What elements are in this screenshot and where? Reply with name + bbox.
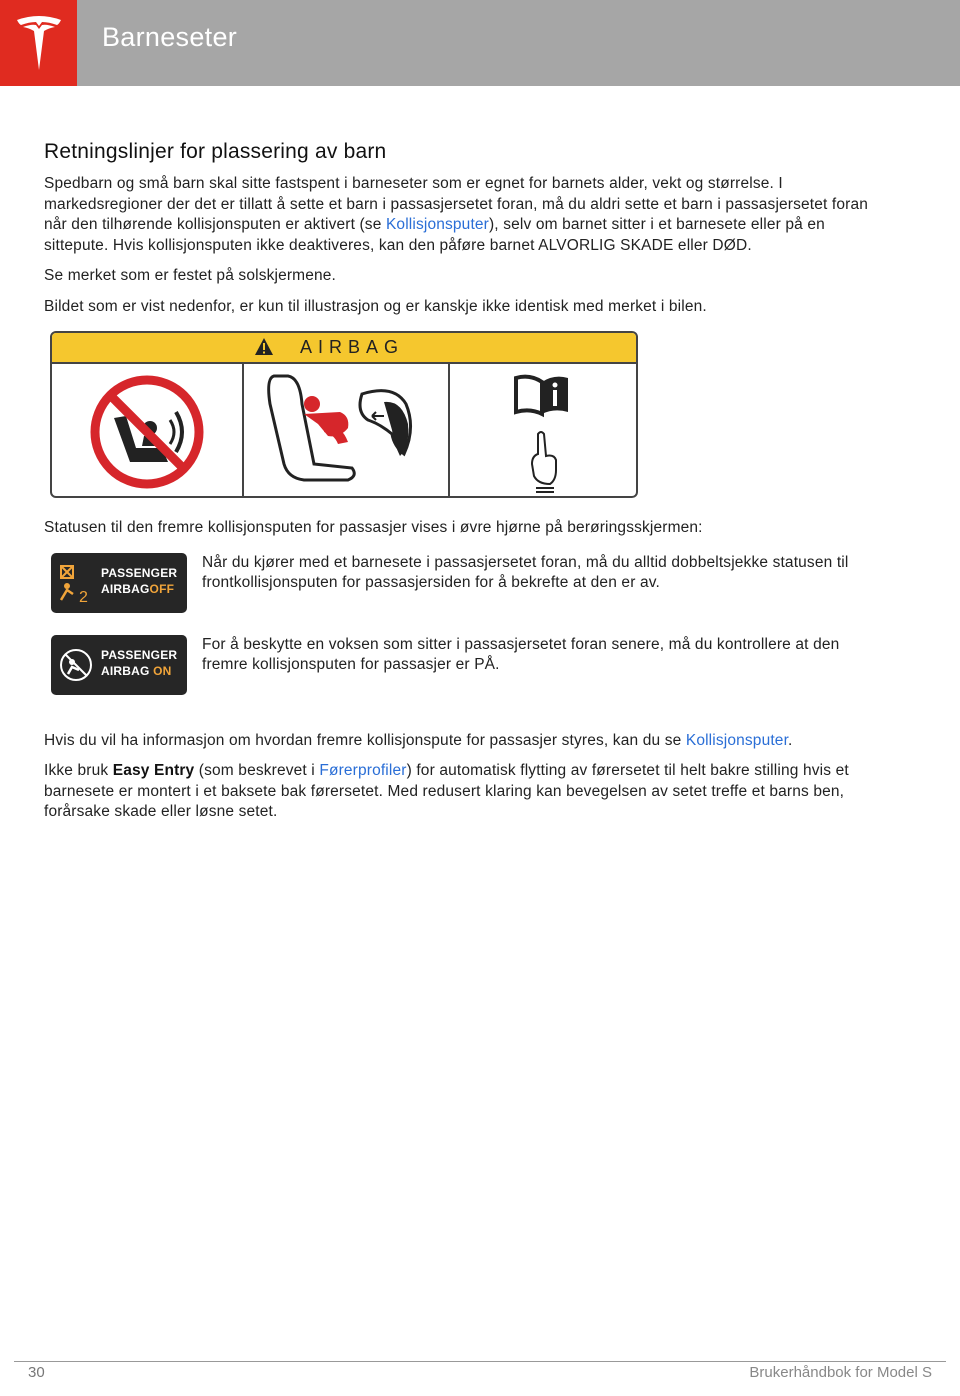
airbag-impact-cell bbox=[244, 364, 450, 496]
main-content bbox=[44, 140, 874, 833]
status-off-text: Når du kjører med et barnesete i passasjersetet foran, må du alltid dobbeltsjekke statusen til frontkollisjonsputen for passasjersiden for å bekrefte at den er av. bbox=[202, 553, 849, 591]
section-heading: Retningslinjer for plassering av barn bbox=[44, 140, 387, 163]
footer-divider bbox=[14, 1361, 946, 1362]
easy-entry-term: Easy Entry bbox=[112, 762, 195, 779]
airbag-label-word: AIRBAG bbox=[300, 337, 405, 357]
airbag-on-icon bbox=[57, 646, 97, 686]
status-on-text: For å beskytte en voksen som sitter i passasjersetet foran senere, må du kontrollere at den fremre kollisjonsputen for passasjer er PÅ. bbox=[202, 635, 840, 673]
warning-triangle-icon bbox=[254, 337, 274, 356]
paragraph-illustration-note: Bildet som er vist nedenfor, er kun til illustrasjon og er kanskje ikke identisk med merket i bilen. bbox=[44, 297, 707, 315]
badge-line1: PASSENGER bbox=[101, 565, 178, 580]
no-rear-facing-seat-cell bbox=[52, 364, 244, 496]
link-kollisjonsputer-2[interactable]: Kollisjonsputer bbox=[685, 731, 789, 749]
read-manual-cell bbox=[450, 364, 636, 496]
badge-line1: PASSENGER bbox=[101, 647, 178, 662]
passenger-airbag-off-badge: 2 PASSENGER AIRBAGOFF bbox=[51, 553, 187, 613]
status-row-on bbox=[44, 635, 874, 731]
status-row-off bbox=[44, 553, 874, 635]
passenger-airbag-on-badge: PASSENGER AIRBAG ON bbox=[51, 635, 187, 695]
tesla-t-icon bbox=[13, 14, 65, 72]
paragraph-sun-visor: Se merket som er festet på solskjermene. bbox=[44, 267, 337, 284]
airbag-off-icon bbox=[57, 564, 97, 604]
airbag-seat-icon bbox=[244, 364, 448, 497]
paragraph-control-info: Hvis du vil ha informasjon om hvordan fremre kollisjonspute for passasjer styres, kan du se Kollisjonsputer. bbox=[44, 731, 793, 749]
paragraph-child-placement: Spedbarn og små barn skal sitte fastspent i barneseter som er egnet for barnets alder, vekt og størrelse. I markedsregioner der det er tillatt å sette et barn i passasjersetet foran, må du aldri sette et barn i passasjersetet foran når den tilhørende kollisjonsputen er aktivert (se Kollisjonsputer), selv om barnet sitter i et barnesete eller på en sittepute. Hvis kollisjonsputen ikke deaktiveres, kan den påføre barnet ALVORLIG SKADE eller DØD. bbox=[44, 175, 869, 254]
svg-text:2: 2 bbox=[79, 588, 88, 604]
link-forerprofiler[interactable]: Førerprofiler bbox=[319, 762, 407, 779]
manual-book-icon bbox=[450, 364, 636, 497]
status-on-word: ON bbox=[153, 663, 172, 678]
status-off-word: OFF bbox=[149, 581, 175, 596]
footer-manual-title: Brukerhåndbok for Model S bbox=[749, 1364, 932, 1381]
paragraph-easy-entry: Ikke bruk Easy Entry (som beskrevet i Førerprofiler) for automatisk flytting av førersetet til helt bakre stilling hvis et barnesete er montert i et baksete bak førersetet. Med redusert klaring kan bevegelsen av setet treffe et barns ben, forårsake skade eller løsne setet. bbox=[44, 762, 849, 820]
paragraph-status-intro: Statusen til den fremre kollisjonsputen for passasjer vises i øvre hjørne på berøringsskjermen: bbox=[44, 519, 703, 536]
page-number: 30 bbox=[28, 1364, 45, 1381]
page-header bbox=[0, 0, 960, 86]
page-title: Barneseter bbox=[102, 22, 238, 52]
airbag-label-header bbox=[52, 333, 636, 364]
airbag-warning-label bbox=[50, 331, 638, 498]
link-kollisjonsputer[interactable]: Kollisjonsputer bbox=[385, 216, 489, 233]
tesla-logo bbox=[0, 0, 77, 86]
no-child-seat-icon bbox=[52, 364, 242, 497]
